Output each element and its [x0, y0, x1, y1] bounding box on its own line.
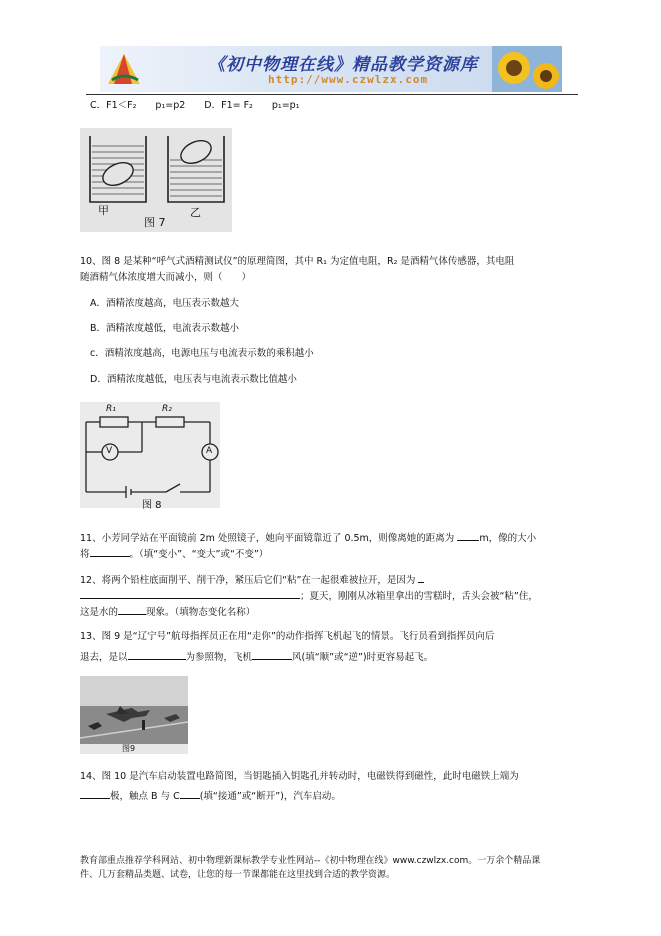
- q14-line1: 14、图 10 是汽车启动装置电路简图，当钥匙插入钥匙孔并转动时，电磁铁得到磁性，此时电磁铁上端为: [80, 771, 519, 782]
- q12-blank-reason[interactable]: [80, 589, 300, 599]
- figure-7-label-left: 甲: [98, 204, 109, 217]
- q10-stem-line2: 随酒精气体浓度增大而减小，则（ ）: [80, 272, 252, 283]
- q11-text-1: 11、小芳同学站在平面镜前 2m 处照镜子，她向平面镜靠近了 0.5m，则像离她的距离为: [80, 533, 455, 544]
- figure-7-caption: 图 7: [144, 216, 166, 229]
- figure-7-label-right: 乙: [190, 206, 201, 219]
- q12-blank-start[interactable]: [418, 573, 424, 583]
- q13-line1: 13、图 9 是“辽宁号”航母指挥员正在用“走你”的动作指挥飞机起飞的情景。飞行员看到指挥员向后: [80, 631, 495, 642]
- q10-option-d: D．酒精浓度越低，电压表与电流表示数比值越小: [90, 374, 297, 385]
- q10-stem-line1: 10、图 8 是某种“呼气式酒精测试仪”的原理简图，其中 R₁ 为定值电阻，R₂ 是酒精气体传感器，其电阻: [80, 256, 515, 267]
- header-rule: [86, 94, 578, 95]
- q11-line1: [80, 531, 536, 545]
- q14-line2: [80, 789, 341, 803]
- q12-line2: [80, 589, 538, 603]
- q11-text-2: 将: [80, 549, 90, 560]
- figure-9: [80, 676, 188, 754]
- q11-text-1b: m，像的大小: [479, 533, 537, 544]
- q12-line3: [80, 605, 255, 619]
- figure-8-r1-label: R₁: [106, 404, 116, 414]
- q11-blank-distance[interactable]: [457, 531, 479, 541]
- q13-blank-reference[interactable]: [128, 650, 186, 660]
- q12-text-3b: 现象。（填物态变化名称）: [146, 607, 256, 618]
- q11-blank-size[interactable]: [90, 547, 130, 557]
- q14-text-2: (填“接通”或“断开”)，汽车启动。: [199, 791, 341, 802]
- figure-9-caption: 图9: [122, 744, 136, 753]
- ammeter-label: A: [206, 446, 213, 456]
- q14-blank-contact[interactable]: [180, 789, 200, 799]
- q13-blank-wind[interactable]: [252, 650, 292, 660]
- q12-text-1: 12、将两个铅柱底面削平、削干净，紧压后它们“粘”在一起很难被拉开，是因为: [80, 575, 416, 586]
- q13-text-3: 风(填“顺”或“逆”)时更容易起飞。: [292, 652, 434, 663]
- site-title: 《初中物理在线》精品教学资源库: [208, 55, 478, 75]
- q11-text-2b: 。（填“变小”、“变大”或“不变”）: [129, 549, 269, 560]
- q13-line2: [80, 650, 433, 664]
- q12-text-2: ；夏天，刚刚从冰箱里拿出的雪糕时，舌头会被“粘”住，: [300, 591, 538, 602]
- figure-8-circuit: [80, 402, 220, 508]
- figure-8: [80, 402, 220, 511]
- q12-blank-phase[interactable]: [118, 605, 146, 615]
- site-url[interactable]: http://www.czwlzx.com: [268, 73, 429, 86]
- sunflower-icon: [492, 46, 562, 92]
- voltmeter-label: V: [106, 446, 113, 456]
- q10-option-b: B．酒精浓度越低，电流表示数越小: [90, 323, 240, 334]
- site-logo-icon: [104, 50, 144, 88]
- q11-line2: [80, 547, 268, 561]
- q14-blank-pole[interactable]: [80, 789, 110, 799]
- q12-text-3: 这是水的: [80, 607, 119, 618]
- header-banner: [100, 46, 562, 92]
- q13-text-2: 为参照物，飞机: [185, 652, 253, 663]
- q9-options: C．F1＜F₂ p₁=p2 D．F1= F₂ p₁=p₁: [90, 100, 300, 111]
- q10-option-c: c．酒精浓度越高，电源电压与电流表示数的乘积越小: [90, 348, 314, 359]
- footer-line2: 件、几万套精品类题、试卷，让您的每一节课都能在这里找到合适的教学资源。: [80, 870, 396, 880]
- footer: [80, 854, 585, 882]
- figure-8-caption: 图 8: [142, 500, 162, 511]
- q13-text-1: 退去，是以: [80, 652, 128, 663]
- q10-option-a: A．酒精浓度越高，电压表示数越大: [90, 298, 239, 309]
- q14-text-1: 极，触点 B 与 C: [110, 791, 180, 802]
- figure-8-r2-label: R₂: [162, 404, 172, 414]
- q12-line1: [80, 573, 424, 587]
- footer-line1: 教育部重点推荐学科网站、初中物理新课标教学专业性网站--《初中物理在线》www.czwlzx.com。一万余个精品课: [80, 856, 541, 866]
- figure-7: [80, 128, 232, 232]
